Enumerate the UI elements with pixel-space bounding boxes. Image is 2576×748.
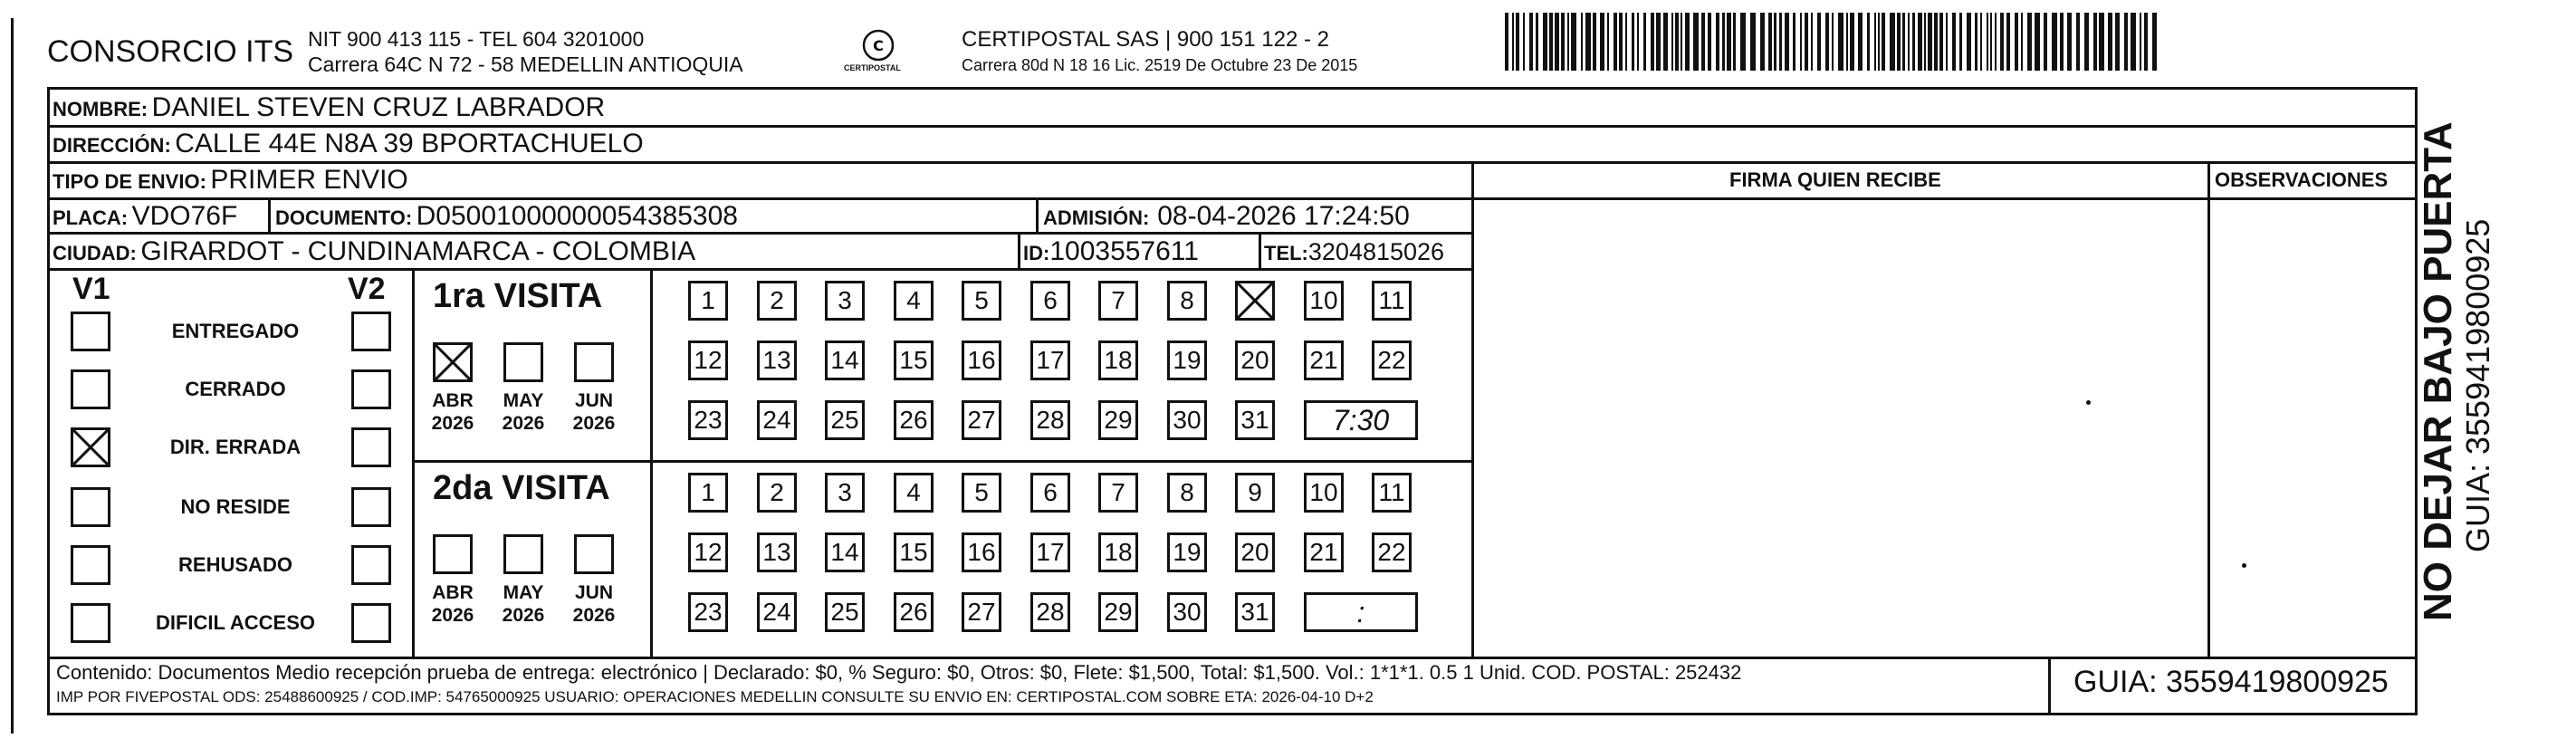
ciudad-value: GIRARDOT - CUNDINAMARCA - COLOMBIA [140,236,696,266]
day-box[interactable]: 5 [962,473,1001,513]
month-checkbox[interactable] [433,342,473,382]
day-box[interactable]: 18 [1098,532,1138,572]
day-box[interactable]: 21 [1304,340,1344,380]
day-box[interactable]: 14 [825,532,865,572]
tipo-envio-row: TIPO DE ENVIO: PRIMER ENVIO [53,165,408,195]
ciudad-cell: CIUDAD: GIRARDOT - CUNDINAMARCA - COLOMBIA [53,236,696,266]
admision-value: 08-04-2026 17:24:50 [1157,201,1410,231]
id-value: 1003557611 [1049,236,1199,266]
day-box[interactable]: 12 [688,340,728,380]
footer-imp: IMP POR FIVEPOSTAL ODS: 25488600925 / COD.IMP: 54765000925 USUARIO: OPERACIONES MEDELLIN CONSULTE SU ENVIO EN: CERTIPOSTAL.COM SOBRE ETA: 2026-04-10 D+2 [56,688,1374,705]
day-box[interactable]: 6 [1030,473,1070,513]
v1-checkbox[interactable] [71,545,110,585]
day-box[interactable]: 2 [757,473,797,513]
day-box[interactable]: 6 [1030,281,1070,321]
day-box[interactable]: 7 [1098,473,1138,513]
day-box[interactable] [1235,281,1275,321]
v1-checkbox[interactable] [71,369,110,409]
day-box[interactable]: 15 [894,532,934,572]
side-text [2416,114,2497,621]
day-box[interactable]: 4 [894,473,934,513]
firma-header: FIRMA QUIEN RECIBE [1729,168,1941,191]
day-box[interactable]: 11 [1372,473,1412,513]
logo-text: CERTIPOSTAL [844,63,901,72]
day-box[interactable]: 19 [1167,340,1207,380]
v2-checkbox[interactable] [351,312,391,351]
day-box[interactable]: 22 [1372,340,1412,380]
carrier-name: CERTIPOSTAL SAS | 900 151 122 - 2 [962,27,1329,52]
day-box[interactable]: 25 [825,400,865,440]
v1-checkbox[interactable] [71,427,110,467]
status-option-label: NO RESIDE [180,495,291,518]
month-label: ABR 2026 [431,582,474,626]
day-box[interactable]: 2 [757,281,797,321]
footer-guia: GUIA: 3559419800925 [2073,665,2389,699]
day-box[interactable]: 13 [757,532,797,572]
status-option-label: CERRADO [185,378,286,400]
month-checkbox[interactable] [503,342,543,382]
day-box[interactable]: 25 [825,592,865,632]
day-box[interactable]: 19 [1167,532,1207,572]
v1-checkbox[interactable] [71,487,110,527]
nombre-value: DANIEL STEVEN CRUZ LABRADOR [151,92,606,122]
month-checkbox[interactable] [433,534,473,574]
v1-checkbox[interactable] [71,603,110,643]
month-checkbox[interactable] [574,342,614,382]
day-box[interactable]: 16 [962,532,1001,572]
v1-label: V1 [72,272,110,306]
id-cell: ID:1003557611 [1023,236,1199,266]
day-box[interactable]: 24 [757,400,797,440]
day-box[interactable]: 26 [894,400,934,440]
placa-cell: PLACA: VDO76F [53,201,238,231]
day-box[interactable]: 8 [1167,473,1207,513]
day-box[interactable]: 3 [825,473,865,513]
day-box[interactable]: 31 [1235,592,1275,632]
observaciones-header: OBSERVACIONES [2215,168,2389,191]
day-box[interactable]: 14 [825,340,865,380]
day-box[interactable]: 27 [962,400,1001,440]
day-box[interactable]: 12 [688,532,728,572]
visit2-title: 2da VISITA [433,469,610,507]
day-box[interactable]: 20 [1235,532,1275,572]
month-checkbox[interactable] [574,534,614,574]
day-box[interactable]: 29 [1098,400,1138,440]
month-label: MAY 2026 [502,390,545,434]
day-box[interactable]: 10 [1304,281,1344,321]
month-label: JUN 2026 [572,582,616,626]
svg-text:C: C [873,37,884,54]
day-box[interactable]: 26 [894,592,934,632]
v2-checkbox[interactable] [351,369,391,409]
company-address: Carrera 64C N 72 - 58 MEDELLIN ANTIOQUIA [308,53,743,76]
day-box[interactable]: 11 [1372,281,1412,321]
day-box[interactable]: 10 [1304,473,1344,513]
status-option-label: DIR. ERRADA [169,436,302,458]
status-option-label: ENTREGADO [171,320,300,342]
v2-checkbox[interactable] [351,545,391,585]
v2-checkbox[interactable] [351,427,391,467]
day-box[interactable]: 9 [1235,473,1275,513]
carrier-address: Carrera 80d N 18 16 Lic. 2519 De Octubre 23 De 2015 [962,56,1358,74]
day-box[interactable]: 29 [1098,592,1138,632]
day-box[interactable]: 31 [1235,400,1275,440]
day-box[interactable]: 17 [1030,340,1070,380]
admision-cell: ADMISIÓN: 08-04-2026 17:24:50 [1043,201,1410,231]
side-guia: GUIA: 3559419800925 [2459,218,2496,552]
left-edge-line [11,18,14,734]
documento-cell: DOCUMENTO: D05001000000054385308 [275,201,738,231]
company-name: CONSORCIO ITS [47,34,294,69]
documento-value: D05001000000054385308 [416,201,738,231]
day-box[interactable]: 23 [688,400,728,440]
certipostal-logo-icon [860,27,896,63]
day-box[interactable]: 16 [962,340,1001,380]
day-box[interactable]: 28 [1030,592,1070,632]
direccion-value: CALLE 44E N8A 39 BPORTACHUELO [175,129,644,158]
v2-checkbox[interactable] [351,603,391,643]
v1-checkbox[interactable] [71,312,110,351]
day-box[interactable]: 18 [1098,340,1138,380]
tipo-envio-value: PRIMER ENVIO [210,165,408,195]
tel-value: 3204815026 [1307,238,1445,265]
day-box[interactable]: 5 [962,281,1001,321]
tel-cell: TEL:3204815026 [1264,238,1445,265]
day-box[interactable]: 1 [688,281,728,321]
month-checkbox[interactable] [503,534,543,574]
company-nit: NIT 900 413 115 - TEL 604 3201000 [308,27,645,51]
day-box[interactable]: 17 [1030,532,1070,572]
day-box[interactable]: 23 [688,592,728,632]
day-box[interactable]: 1 [688,473,728,513]
no-dejar-bajo-puerta: NO DEJAR BAJO PUERTA [2416,121,2460,621]
day-box[interactable]: 30 [1167,400,1207,440]
direccion-row: DIRECCIÓN: CALLE 44E N8A 39 BPORTACHUELO [53,129,644,158]
day-box[interactable]: 4 [894,281,934,321]
day-box[interactable]: 28 [1030,400,1070,440]
day-box[interactable]: 15 [894,340,934,380]
v2-label: V2 [348,272,386,306]
time-field[interactable]: 7:30 [1304,400,1418,440]
day-box[interactable]: 20 [1235,340,1275,380]
status-option-label: DIFICIL ACCESO [155,611,315,634]
month-label: JUN 2026 [572,390,616,434]
day-box[interactable]: 21 [1304,532,1344,572]
visit1-title: 1ra VISITA [433,277,603,315]
footer-contenido: Contenido: Documentos Medio recepción prueba de entrega: electrónico | Declarado: $0, % Seguro: $0, Otros: $0, Flete: $1,500, Total: $1,500. Vol.: 1*1*1. 0.5 1 Unid. COD. POSTAL: 252432 [56,661,1742,684]
day-box[interactable]: 7 [1098,281,1138,321]
day-box[interactable]: 3 [825,281,865,321]
nombre-row: NOMBRE: DANIEL STEVEN CRUZ LABRADOR [53,92,606,122]
day-box[interactable]: 13 [757,340,797,380]
time-field[interactable]: : [1304,592,1418,632]
day-box[interactable]: 22 [1372,532,1412,572]
day-box[interactable]: 27 [962,592,1001,632]
placa-value: VDO76F [131,201,238,231]
day-box[interactable]: 8 [1167,281,1207,321]
day-box[interactable]: 24 [757,592,797,632]
barcode [1505,13,2157,71]
month-label: ABR 2026 [431,390,474,434]
day-box[interactable]: 30 [1167,592,1207,632]
v2-checkbox[interactable] [351,487,391,527]
month-label: MAY 2026 [502,582,545,626]
status-option-label: REHUSADO [178,553,292,576]
